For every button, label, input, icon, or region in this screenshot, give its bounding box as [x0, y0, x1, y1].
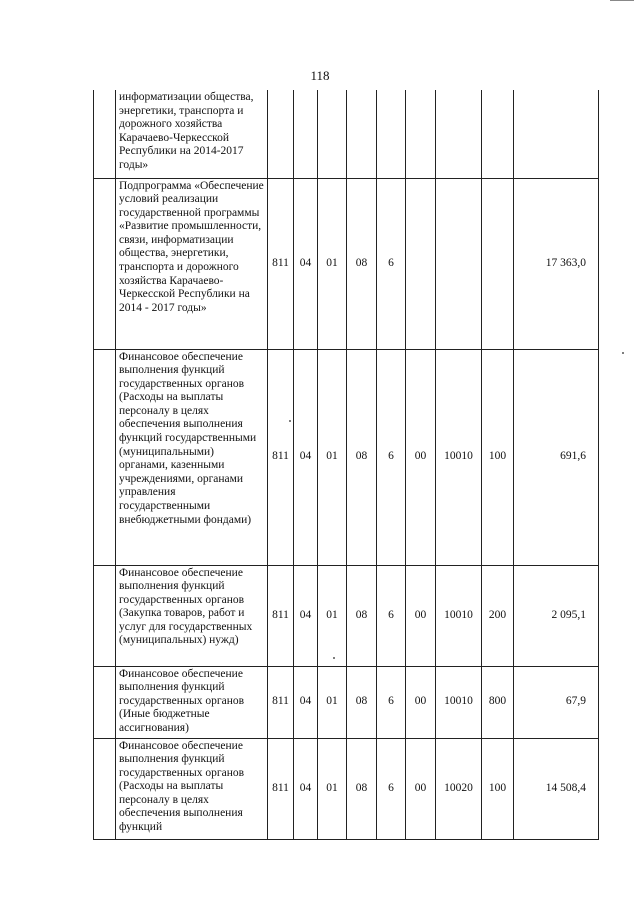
row-code-cell — [318, 90, 347, 178]
row-code-cell: 04 — [294, 738, 318, 839]
row-code-cell: 10020 — [436, 738, 482, 839]
row-code-cell: 01 — [318, 666, 347, 738]
row-name-cell: Финансовое обеспечение выполнения функций государственных органов (Расходы на выплаты персоналу в целях обеспечения выполнения функций государственными (муниципальными) органами, казенными учреждениями, органами управления государственными внебюджетными фондами) — [116, 349, 268, 565]
row-amount-cell: 17 363,0 — [514, 178, 599, 349]
row-index-cell — [94, 90, 116, 178]
row-code-cell: 100 — [482, 738, 514, 839]
scan-edge-mark — [610, 0, 634, 1]
page-number: 118 — [310, 68, 330, 83]
row-code-cell: 08 — [347, 178, 377, 349]
row-amount-cell: 691,6 — [514, 349, 599, 565]
row-code-cell: 6 — [377, 666, 406, 738]
row-code-cell: 6 — [377, 178, 406, 349]
row-amount-cell: 14 508,4 — [514, 738, 599, 839]
row-code-cell: 04 — [294, 178, 318, 349]
row-code-cell: 04 — [294, 666, 318, 738]
row-code-cell: 200 — [482, 565, 514, 666]
row-code-cell — [436, 90, 482, 178]
row-code-cell: 811 — [268, 349, 294, 565]
row-code-cell: 6 — [377, 738, 406, 839]
row-code-cell — [377, 90, 406, 178]
row-code-cell: 00 — [406, 349, 436, 565]
row-code-cell — [482, 178, 514, 349]
row-index-cell — [94, 738, 116, 839]
row-name-cell: информатизации общества, энергетики, транспорта и дорожного хозяйства Карачаево-Черкесской Республики на 2014-2017 годы» — [116, 90, 268, 178]
row-code-cell: 811 — [268, 565, 294, 666]
row-code-cell: 00 — [406, 738, 436, 839]
table-row — [94, 90, 599, 178]
row-code-cell: 08 — [347, 565, 377, 666]
row-code-cell — [406, 90, 436, 178]
row-code-cell: 08 — [347, 349, 377, 565]
row-code-cell: 04 — [294, 349, 318, 565]
budget-table — [93, 90, 599, 840]
row-amount-cell: 2 095,1 — [514, 565, 599, 666]
row-code-cell: 01 — [318, 178, 347, 349]
table-row — [94, 178, 599, 349]
row-name-cell: Подпрограмма «Обеспечение условий реализации государственной программы «Развитие промышленности, связи, информатизации общества, энергетики, транспорта и дорожного хозяйства Карачаево-Черкесской Республики на 2014 - 2017 годы» — [116, 178, 268, 349]
row-name-cell: Финансовое обеспечение выполнения функций государственных органов (Иные бюджетные ассигнования) — [116, 666, 268, 738]
row-code-cell — [482, 90, 514, 178]
row-code-cell: 04 — [294, 565, 318, 666]
row-code-cell: 08 — [347, 738, 377, 839]
row-name-cell: Финансовое обеспечение выполнения функций государственных органов (Расходы на выплаты персоналу в целях обеспечения выполнения функций — [116, 738, 268, 839]
row-code-cell: 00 — [406, 565, 436, 666]
row-code-cell — [268, 90, 294, 178]
row-code-cell — [436, 178, 482, 349]
row-code-cell: 811 — [268, 178, 294, 349]
row-index-cell — [94, 666, 116, 738]
table-row — [94, 738, 599, 839]
row-code-cell: 01 — [318, 738, 347, 839]
row-code-cell: 100 — [482, 349, 514, 565]
row-code-cell: 10010 — [436, 565, 482, 666]
row-index-cell — [94, 565, 116, 666]
row-code-cell: 00 — [406, 666, 436, 738]
scan-speck — [289, 420, 291, 422]
row-code-cell: 01 — [318, 565, 347, 666]
row-code-cell: 01 — [318, 349, 347, 565]
row-index-cell — [94, 178, 116, 349]
row-code-cell — [347, 90, 377, 178]
row-code-cell: 6 — [377, 349, 406, 565]
table-row — [94, 666, 599, 738]
row-code-cell: 08 — [347, 666, 377, 738]
row-code-cell: 811 — [268, 738, 294, 839]
scan-speck — [622, 352, 624, 354]
row-code-cell: 6 — [377, 565, 406, 666]
row-amount-cell: 67,9 — [514, 666, 599, 738]
row-code-cell: 10010 — [436, 349, 482, 565]
scan-speck — [333, 657, 335, 659]
table-row — [94, 349, 599, 565]
row-code-cell: 811 — [268, 666, 294, 738]
row-name-cell: Финансовое обеспечение выполнения функций государственных органов (Закупка товаров, работ и услуг для государственных (муниципальных) нужд) — [116, 565, 268, 666]
row-index-cell — [94, 349, 116, 565]
row-code-cell — [294, 90, 318, 178]
row-code-cell: 800 — [482, 666, 514, 738]
row-code-cell: 10010 — [436, 666, 482, 738]
table-row — [94, 565, 599, 666]
row-amount-cell — [514, 90, 599, 178]
row-code-cell — [406, 178, 436, 349]
